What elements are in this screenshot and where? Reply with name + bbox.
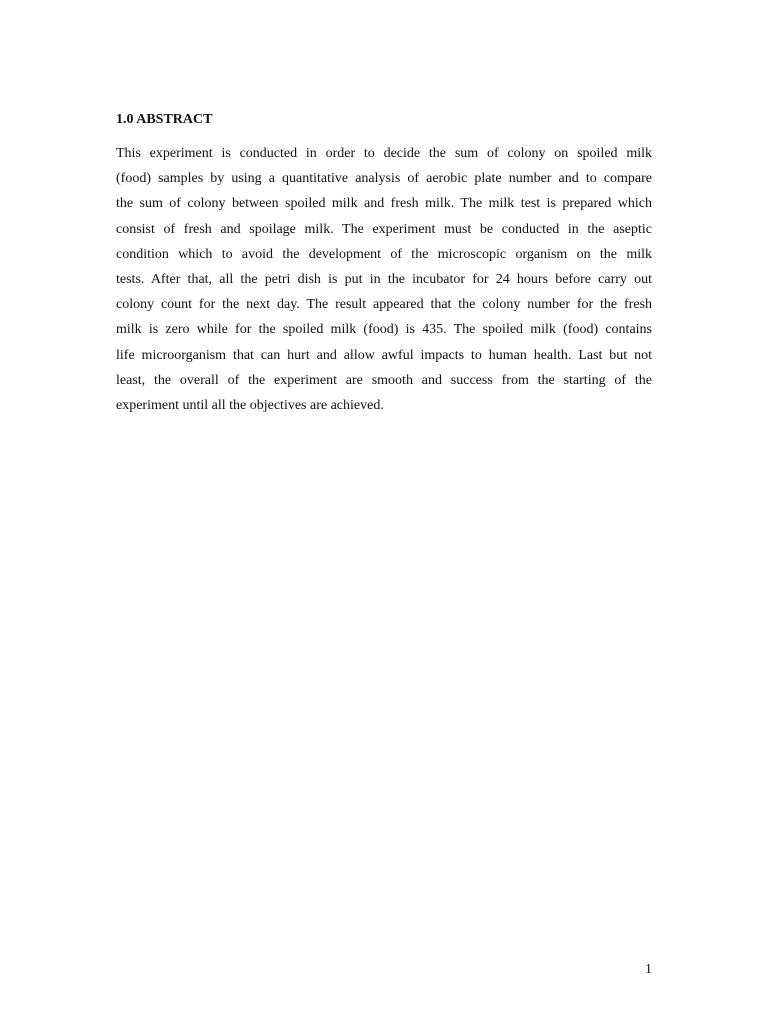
abstract-line: life microorganism that can hurt and allow awful impacts to human health. Last but not	[116, 347, 652, 363]
abstract-line: condition which to avoid the development of the microscopic organism on the milk	[116, 246, 652, 262]
abstract-line: milk is zero while for the spoiled milk (food) is 435. The spoiled milk (food) contains	[116, 322, 652, 338]
abstract-line: the sum of colony between spoiled milk and fresh milk. The milk test is prepared which	[116, 196, 652, 212]
abstract-line: (food) samples by using a quantitative analysis of aerobic plate number and to compare	[116, 171, 652, 187]
abstract-line: tests. After that, all the petri dish is put in the incubator for 24 hours before carry out	[116, 271, 652, 287]
abstract-line: experiment until all the objectives are achieved.	[116, 397, 384, 413]
abstract-paragraph	[116, 141, 652, 418]
abstract-line: This experiment is conducted in order to decide the sum of colony on spoiled milk	[116, 146, 652, 161]
abstract-line: colony count for the next day. The result appeared that the colony number for the fresh	[116, 297, 652, 313]
abstract-line: consist of fresh and spoilage milk. The experiment must be conducted in the aseptic	[116, 221, 652, 237]
page-number: 1	[645, 962, 652, 977]
section-heading: 1.0 ABSTRACT	[116, 112, 213, 127]
abstract-line: least, the overall of the experiment are smooth and success from the starting of the	[116, 372, 652, 388]
